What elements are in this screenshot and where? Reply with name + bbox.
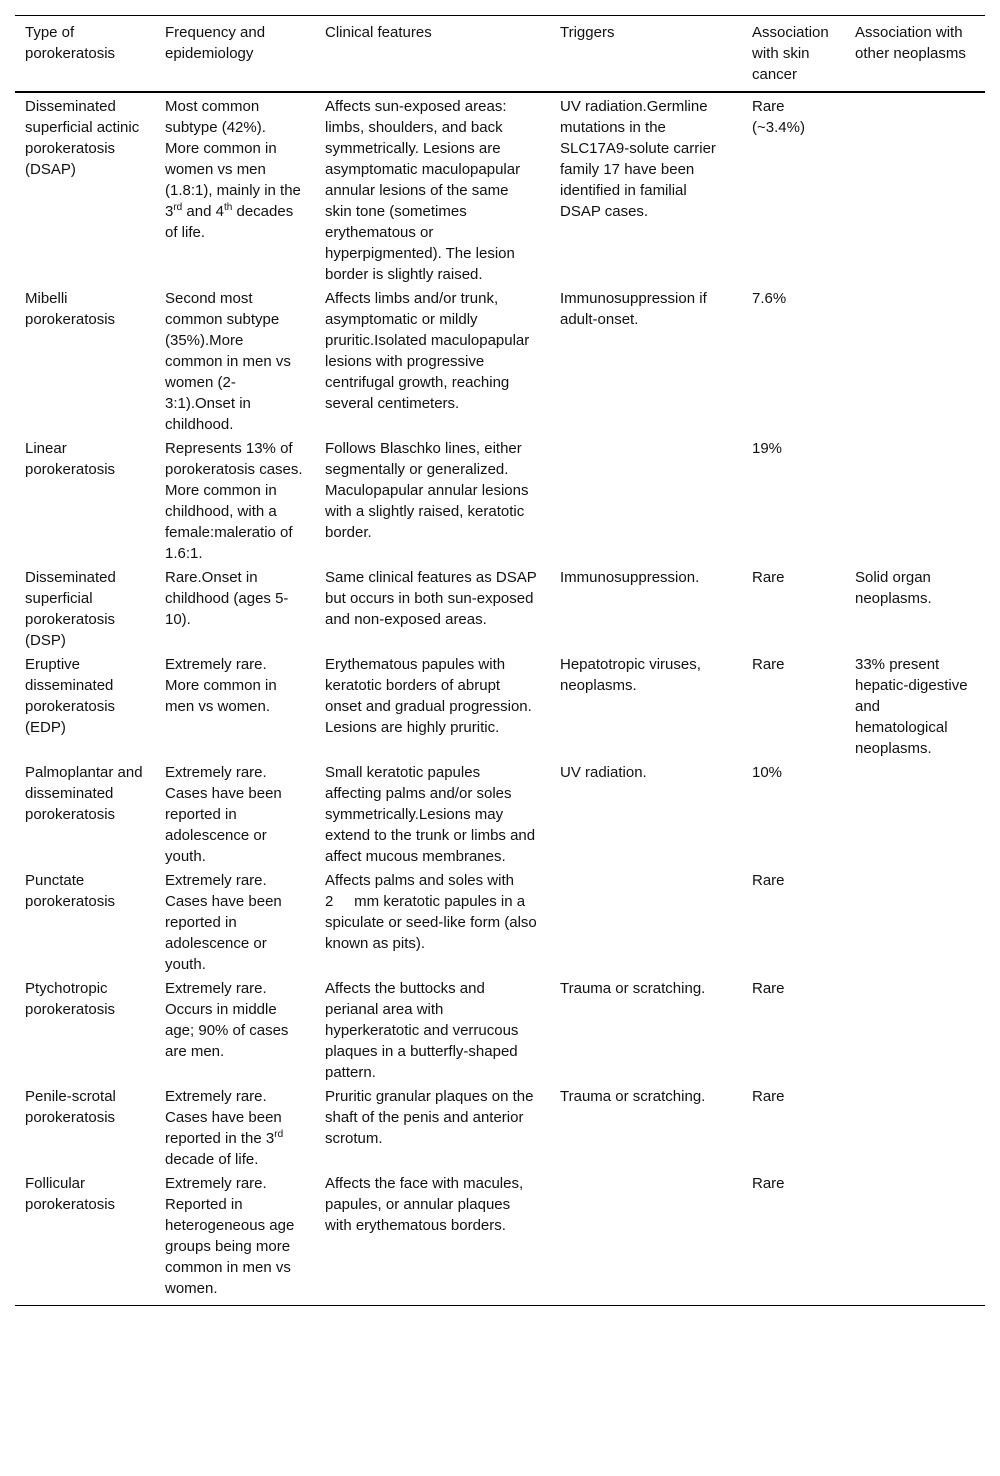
- frequency-text: Extremely rare. Cases have been reported in adolescence or youth.: [165, 764, 282, 865]
- cell-type: Punctate porokeratosis: [25, 872, 116, 910]
- cell-frequency: [155, 1171, 315, 1306]
- cell-skin-cancer: Rare: [752, 872, 785, 889]
- cell-clinical: Affects the buttocks and perianal area with hyperkeratotic and verrucous plaques in a butterfly-shaped pattern.: [325, 980, 519, 1081]
- cell-clinical: Same clinical features as DSAP but occurs in both sun-exposed and non-exposed areas.: [325, 569, 537, 628]
- cell-frequency: [155, 976, 315, 1084]
- cell-triggers: Trauma or scratching.: [560, 980, 706, 997]
- cell-type: Palmoplantar and disseminated porokeratosis: [25, 764, 143, 823]
- cell-clinical: Affects limbs and/or trunk, asymptomatic or mildly pruritic.Isolated maculopapular lesions with progressive centrifugal growth, reaching several centimeters.: [325, 290, 530, 412]
- cell-type: Linear porokeratosis: [25, 440, 116, 478]
- ordinal-superscript: th: [223, 202, 233, 213]
- cell-frequency: [155, 652, 315, 760]
- cell-clinical: Affects the face with macules, papules, or annular plaques with erythematous borders.: [325, 1175, 524, 1234]
- cell-other-neoplasms: [845, 976, 985, 1084]
- frequency-text: Represents 13% of porokeratosis cases. More common in childhood, with a female:maleratio of 1.6:1.: [165, 440, 303, 562]
- header-frequency: Frequency and epidemiology: [165, 24, 266, 62]
- frequency-text: Extremely rare. More common in men vs women.: [165, 656, 277, 715]
- cell-type: Disseminated superficial actinic porokeratosis (DSAP): [25, 98, 140, 178]
- frequency-text: decade of life.: [165, 1151, 259, 1168]
- table-row: [15, 92, 985, 286]
- cell-other-neoplasms: [845, 1084, 985, 1171]
- table-row: [15, 868, 985, 976]
- cell-clinical: Pruritic granular plaques on the shaft of the penis and anterior scrotum.: [325, 1088, 534, 1147]
- table-row: [15, 1171, 985, 1306]
- header-skin-cancer: Association with skin cancer: [752, 24, 829, 83]
- frequency-text: Second most common subtype (35%).More common in men vs women (2-3:1).Onset in childhood.: [165, 290, 291, 433]
- cell-skin-cancer: Rare: [752, 980, 785, 997]
- cell-other-neoplasms: [845, 760, 985, 868]
- cell-triggers: UV radiation.: [560, 764, 647, 781]
- header-type: Type of porokeratosis: [25, 24, 116, 62]
- frequency-text: Rare.Onset in childhood (ages 5-10).: [165, 569, 289, 628]
- table-row: [15, 565, 985, 652]
- porokeratosis-table-container: [15, 15, 985, 1306]
- cell-other-neoplasms: [845, 1171, 985, 1306]
- cell-triggers: Immunosuppression if adult-onset.: [560, 290, 707, 328]
- table-row: [15, 436, 985, 565]
- frequency-text: Extremely rare. Occurs in middle age; 90% of cases are men.: [165, 980, 289, 1060]
- cell-clinical: Erythematous papules with keratotic borders of abrupt onset and gradual progression. Lesions are highly pruritic.: [325, 656, 532, 736]
- cell-skin-cancer: 19%: [752, 440, 783, 457]
- cell-clinical: Affects sun-exposed areas: limbs, shoulders, and back symmetrically. Lesions are asymptomatic maculopapular annular lesions of the same skin tone (sometimes erythematous or hyperpigmented). The lesion border is slightly raised.: [325, 98, 521, 283]
- table-row: [15, 286, 985, 436]
- cell-triggers: Hepatotropic viruses, neoplasms.: [560, 656, 701, 694]
- cell-skin-cancer: Rare: [752, 1175, 785, 1192]
- cell-triggers: Trauma or scratching.: [560, 1088, 706, 1105]
- cell-frequency: [155, 286, 315, 436]
- cell-clinical: Affects palms and soles with 2 mm keratotic papules in a spiculate or seed-like form (also known as pits).: [325, 872, 537, 952]
- frequency-text: Most common subtype (42%). More common in women vs men (1.8:1), mainly in the 3: [165, 98, 301, 220]
- header-triggers: Triggers: [560, 24, 615, 41]
- frequency-text: and 4: [182, 203, 224, 220]
- cell-triggers: Immunosuppression.: [560, 569, 700, 586]
- table-row: [15, 1084, 985, 1171]
- cell-type: Eruptive disseminated porokeratosis (EDP): [25, 656, 116, 736]
- cell-other-neoplasms: [845, 286, 985, 436]
- cell-other-neoplasms: 33% present hepatic-digestive and hematological neoplasms.: [855, 656, 968, 757]
- cell-frequency: [155, 436, 315, 565]
- frequency-text: Extremely rare. Reported in heterogeneous age groups being more common in men vs women.: [165, 1175, 295, 1297]
- cell-skin-cancer: Rare (~3.4%): [752, 98, 805, 136]
- cell-skin-cancer: Rare: [752, 656, 785, 673]
- cell-clinical: Small keratotic papules affecting palms and/or soles symmetrically.Lesions may extend to the trunk or limbs and affect mucous membranes.: [325, 764, 536, 865]
- cell-frequency: [155, 92, 315, 286]
- cell-other-neoplasms: Solid organ neoplasms.: [855, 569, 932, 607]
- cell-frequency: [155, 760, 315, 868]
- header-other-neoplasms: Association with other neoplasms: [855, 24, 966, 62]
- table-header: [15, 16, 985, 93]
- table-row: [15, 760, 985, 868]
- frequency-text: Extremely rare. Cases have been reported in the 3: [165, 1088, 282, 1147]
- cell-skin-cancer: Rare: [752, 1088, 785, 1105]
- header-clinical: Clinical features: [325, 24, 432, 41]
- cell-other-neoplasms: [845, 92, 985, 286]
- header-row: [15, 16, 985, 93]
- cell-other-neoplasms: [845, 436, 985, 565]
- cell-skin-cancer: 10%: [752, 764, 783, 781]
- cell-clinical: Follows Blaschko lines, either segmentally or generalized. Maculopapular annular lesions with a slightly raised, keratotic border.: [325, 440, 529, 541]
- ordinal-superscript: rd: [173, 202, 183, 213]
- cell-frequency: [155, 1084, 315, 1171]
- cell-triggers: [550, 436, 742, 565]
- frequency-text: Extremely rare. Cases have been reported in adolescence or youth.: [165, 872, 282, 973]
- table-row: [15, 652, 985, 760]
- ordinal-superscript: rd: [274, 1129, 284, 1140]
- cell-type: Follicular porokeratosis: [25, 1175, 116, 1213]
- cell-triggers: UV radiation.Germline mutations in the SLC17A9-solute carrier family 17 have been identified in familial DSAP cases.: [560, 98, 716, 220]
- table-row: [15, 976, 985, 1084]
- cell-type: Ptychotropic porokeratosis: [25, 980, 116, 1018]
- cell-frequency: [155, 565, 315, 652]
- cell-triggers: [550, 1171, 742, 1306]
- porokeratosis-table: [15, 15, 985, 1306]
- cell-skin-cancer: Rare: [752, 569, 785, 586]
- cell-type: Mibelli porokeratosis: [25, 290, 116, 328]
- cell-skin-cancer: 7.6%: [752, 290, 787, 307]
- table-body: [15, 92, 985, 1306]
- cell-frequency: [155, 868, 315, 976]
- cell-type: Penile-scrotal porokeratosis: [25, 1088, 116, 1126]
- cell-type: Disseminated superficial porokeratosis (DSP): [25, 569, 116, 649]
- cell-other-neoplasms: [845, 868, 985, 976]
- cell-triggers: [550, 868, 742, 976]
- frequency-text: decades of life.: [165, 203, 294, 241]
